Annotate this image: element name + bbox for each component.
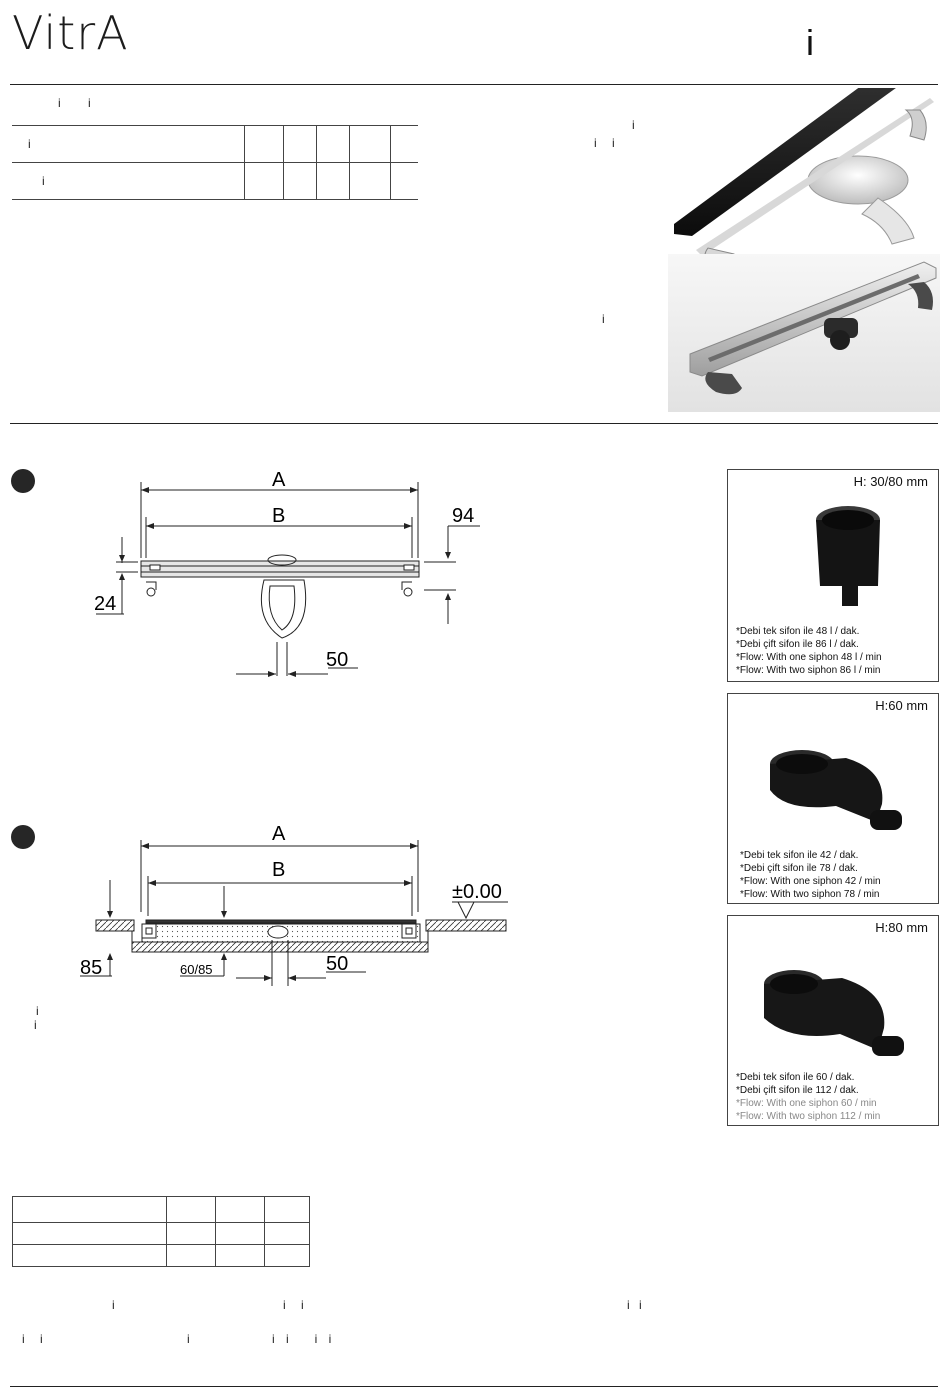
- bottom-table: [12, 1196, 310, 1267]
- product-photo-steel: [668, 254, 940, 412]
- flow-line: *Flow: With two siphon 78 / min: [740, 889, 880, 900]
- flow-line: *Debi çift sifon ile 78 / dak.: [740, 863, 858, 874]
- dim-50-label: 50: [326, 953, 349, 975]
- footer-glyph: i i: [22, 1332, 49, 1346]
- siphon-flat-image: [760, 962, 910, 1066]
- table-row: [13, 1245, 310, 1267]
- siphon-flow-text: [736, 625, 882, 677]
- footer-glyph: i: [187, 1332, 190, 1346]
- dim-94-label: 94: [452, 505, 475, 527]
- siphon-card-30-80: [727, 469, 939, 682]
- siphon-flow-text: [736, 1071, 880, 1123]
- flow-line: *Flow: With one siphon 60 / min: [736, 1098, 877, 1109]
- footer-glyph: i: [112, 1298, 115, 1312]
- dim-50-label: 50: [326, 649, 349, 671]
- flow-line: *Flow: With two siphon 86 l / min: [736, 665, 881, 676]
- dim-60-85-label: 60/85: [180, 962, 213, 977]
- dim-A-label: A: [272, 823, 286, 845]
- table-row: [13, 1223, 310, 1245]
- footer-divider: [10, 1386, 938, 1387]
- flow-line: *Flow: With one siphon 42 / min: [740, 876, 881, 887]
- spec-row-label: i: [28, 137, 31, 151]
- dim-B-label: B: [272, 505, 286, 527]
- flow-line: *Debi tek sifon ile 42 / dak.: [740, 850, 859, 861]
- siphon-card-80: [727, 915, 939, 1126]
- header-glyph: i: [806, 22, 814, 63]
- footer-glyph: i i: [627, 1298, 645, 1312]
- drawing-floor-section: [76, 820, 512, 990]
- footer-glyph: i i: [283, 1298, 310, 1312]
- table-row: [12, 126, 418, 163]
- siphon-flow-text: [740, 849, 881, 901]
- spec-row-label: i: [42, 174, 45, 188]
- flow-line: *Flow: With two siphon 112 / min: [736, 1111, 881, 1122]
- spec-table: [12, 125, 418, 200]
- note-glyph: i i: [594, 136, 621, 150]
- flow-line: *Debi çift sifon ile 112 / dak.: [736, 1085, 859, 1096]
- siphon-height: H: 30/80 mm: [853, 474, 928, 489]
- drawing-top-mount: [86, 462, 496, 690]
- flow-line: *Flow: With one siphon 48 l / min: [736, 652, 882, 663]
- flow-line: *Debi tek sifon ile 60 / dak.: [736, 1072, 855, 1083]
- brand-logo: VitrA: [12, 6, 129, 60]
- spec-heading: i i: [58, 96, 103, 110]
- figure-1-marker: [11, 469, 35, 493]
- product-photo-black: [668, 88, 940, 254]
- dim-24-label: 24: [94, 593, 117, 615]
- flow-line: *Debi tek sifon ile 48 l / dak.: [736, 626, 860, 637]
- table-row: [12, 163, 418, 200]
- dim-B-label: B: [272, 859, 286, 881]
- siphon-card-60: [727, 693, 939, 904]
- note-glyph: i: [36, 1004, 39, 1018]
- footer-glyph: i i i i: [272, 1332, 336, 1346]
- note-glyph: i: [602, 312, 605, 326]
- flow-line: *Debi çift sifon ile 86 l / dak.: [736, 639, 859, 650]
- siphon-height: H:80 mm: [875, 920, 928, 935]
- note-glyph: i: [632, 118, 635, 132]
- note-glyph: i: [34, 1018, 37, 1032]
- dim-A-label: A: [272, 469, 286, 491]
- siphon-height: H:60 mm: [875, 698, 928, 713]
- siphon-flat-image: [766, 740, 906, 840]
- figure-2-marker: [11, 825, 35, 849]
- siphon-vertical-image: [812, 500, 884, 610]
- dim-85-label: 85: [80, 957, 103, 979]
- level-label: ±0.00: [452, 881, 502, 903]
- section-divider: [10, 423, 938, 424]
- header-divider: [10, 84, 938, 85]
- table-row: [13, 1197, 310, 1223]
